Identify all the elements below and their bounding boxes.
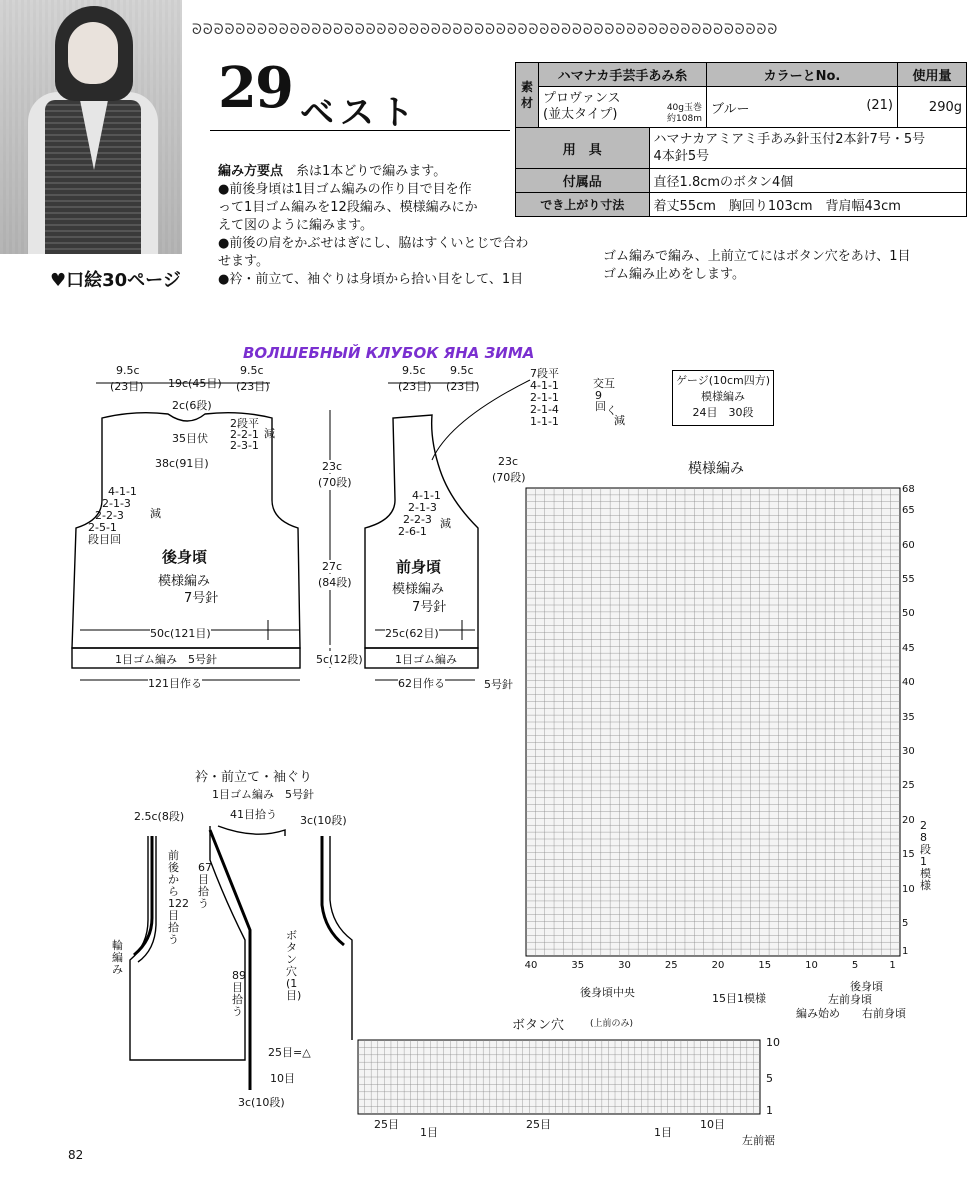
dim-h1: 23c [322,460,343,473]
chart-row-label: 20 [902,814,915,826]
chart-row-label: 60 [902,539,915,551]
back-hem: 50c(121目) [150,627,211,640]
back-name: 後身頃 [162,548,208,566]
back-neckdec: 35目伏 [172,432,208,445]
band-body-left [130,826,245,1060]
bh-row5: 5 [766,1072,773,1085]
dim-h3: 27c [322,560,343,573]
dim-h1s: (70段) [318,476,352,489]
chart-col-label: 30 [618,960,631,971]
pattern-chart-grid [526,488,900,956]
chart-lfront: 左前身頃 [828,993,872,1006]
chart-back: 後身頃 [850,980,883,993]
band-neck [218,826,285,836]
back-armdec: 減 [150,507,161,520]
chart-row-label: 40 [902,677,915,689]
band-a8: ボタン穴(1目) [286,929,302,1002]
pattern-number: 29 [218,55,292,121]
chart-col-label: 25 [664,960,678,971]
front-ndec: 減 [614,414,625,427]
chart-row-label: 30 [902,745,915,757]
back-armhole: 4-1-1 2-1-3 2-2-3 2-5-1 段目回 [88,485,137,546]
chart-col-label: 10 [805,960,818,971]
chart-col-label: 15 [758,960,772,971]
parts-label: 付属品 [516,169,650,193]
band-body-right [330,836,352,1040]
tools-label: 用 具 [516,128,650,169]
yarn-color: ブルー (21) [707,87,898,128]
parts-value: 直径1.8cmのボタン4個 [649,169,966,193]
tools-value: ハマナカアミアミ手あみ針玉付2本針7号・5号 4本針5号 [649,128,966,169]
chart-row-label: 45 [902,642,915,654]
chart-row-label: 5 [902,918,909,930]
decorative-border: ᘐᘐᘐᘐᘐᘐᘐᘐᘐᘐᘐᘐᘐᘐᘐᘐᘐᘐᘐᘐᘐᘐᘐᘐᘐᘐᘐᘐᘐᘐᘐᘐᘐᘐᘐᘐᘐᘐᘐᘐᘐᘐᘐᘐᘐᘐᘐᘐᘐᘐᘐᘐᘐᘐ [192,22,779,38]
chart-title: 模様編み [688,461,744,477]
bh-row1: 1 [766,1104,773,1117]
back-w3: 9.5c [240,364,264,377]
chart-rfront: 右前身頃 [862,1007,906,1020]
band-a6: 67目拾う [198,861,212,910]
band-a4: 前後から122目拾う [168,849,189,946]
buttonhole-sub: (上前のみ) [590,1019,634,1029]
page-number: 82 [68,1148,84,1162]
front-pattern: 模様編み [392,582,445,597]
chart-col-label: 5 [851,960,859,971]
band-a10: 10目 [270,1072,295,1085]
band-a5: 輪編み [112,939,123,976]
back-shoulder: 2段平 2-2-1 2-3-1 [230,417,259,452]
color-header: カラーとNo. [707,63,898,87]
front-alt: 交互 [593,377,615,390]
back-w1s: (23目) [110,380,144,393]
chart-col-label: 1 [889,960,896,971]
band-title: 衿・前立て・袖ぐり [195,770,313,785]
chart-col-label: 40 [524,960,538,971]
band-a11: 3c(10段) [238,1096,285,1109]
chart-row-label: 10 [902,883,915,895]
band-frontband [210,830,250,1090]
amount-header: 使用量 [898,63,967,87]
chart-start: 編み始め [796,1007,840,1020]
front-w1: 9.5c [402,364,426,377]
bh-b4: 1目 [654,1126,672,1139]
buttonhole-grid [358,1040,760,1114]
chart-row-label: 35 [902,711,915,723]
front-name: 前身頃 [396,558,442,576]
chart-col-label: 35 [571,960,585,971]
front-armhole: 4-1-1 2-1-3 2-2-3 2-6-1 [398,489,441,538]
back-pattern: 模様編み [158,574,211,589]
band-a7: 89目拾う [232,969,246,1018]
dim-h4: 5c(12段) [316,653,363,666]
bh-b1: 25目 [374,1118,399,1131]
chart-row-label: 55 [902,573,915,585]
material-header: 素材 [516,63,539,128]
front-needle2: 5号針 [484,678,513,691]
front-alt2: く [606,404,617,417]
chart-row-label: 68 [902,484,915,496]
front-neck-dec: 7段平 4-1-1 2-1-1 2-1-4 1-1-1 [530,367,559,428]
front-hem: 25c(62目) [385,627,439,640]
chart-repeat: 15目1模様 [712,992,766,1005]
back-w3s: (23目) [236,380,270,393]
front-armdec: 減 [440,517,451,530]
photo-reference: ♥口絵30ページ [50,270,181,291]
back-cast: 121目作る [148,677,202,690]
pattern-title: ベスト [300,93,420,133]
back-chest: 38c(91目) [155,457,209,470]
back-neck: 2c(6段) [172,399,212,412]
band-a9: 25目=△ [268,1046,311,1059]
yarn-spec: 40g玉巻 約108m [649,87,706,128]
chart-row-label: 1 [902,945,909,957]
yarn-amount: 290g [898,87,967,128]
back-shdec: 減 [264,427,275,440]
back-w1: 9.5c [116,364,140,377]
band-a3: 3c(10段) [300,814,347,827]
chart-center: 後身頃中央 [580,986,635,999]
watermark-text: ВОЛШЕБНЫЙ КЛУБОК ЯНА ЗИМА [243,344,535,362]
front-rev: 9回 [595,389,606,413]
band-sub: 1目ゴム編み 5号針 [212,788,314,801]
dim-h2: 23c [498,455,519,468]
buttonhole-title: ボタン穴 [512,1018,565,1033]
front-cast: 62目作る [398,677,445,690]
chart-row-label: 25 [902,780,915,792]
band-a2: 41目拾う [230,808,277,821]
bh-row10: 10 [766,1036,780,1049]
gauge-box: ゲージ(10cm四方) 模様編み 24目 30段 [672,370,774,426]
band-a1: 2.5c(8段) [134,810,185,823]
chart-row-label: 50 [902,608,915,620]
back-needle: 7号針 [184,591,219,606]
bh-b3: 25目 [526,1118,551,1131]
front-rib-label: 1目ゴム編み [395,653,457,666]
bh-b6: 左前裾 [742,1134,775,1147]
size-value: 着丈55cm 胸回り103cm 背肩幅43cm [649,193,966,217]
back-rib-label: 1目ゴム編み 5号針 [115,653,217,666]
front-needle: 7号針 [412,600,447,615]
instructions-left: 編み方要点 糸は1本どりで編みます。 ●前後身頃は1目ゴム編みの作り目で目を作 って1目ゴム編みを12段編み、模様編みにか えて図のように編みます。 ●前後の肩をかぶせはぎにし、脇はすくいとじで合わ せます。 ●衿・前立て、袖ぐりは身頃から拾い目をして、1目 [218,164,529,287]
front-w2: 9.5c [450,364,474,377]
back-w2: 19c(45目) [168,377,222,390]
yarn-name: プロヴァンス (並太タイプ) [539,87,650,128]
bh-b5: 10目 [700,1118,725,1131]
front-w1s: (23目) [398,380,432,393]
instructions-right: ゴム編みで編み、上前立てにはボタン穴をあけ、1目 ゴム編み止めをします。 [603,249,911,282]
chart-row-label: 65 [902,505,915,517]
yarn-header: ハマナカ手芸手あみ糸 [539,63,707,87]
size-label: でき上がり寸法 [516,193,650,217]
band-left-armhole [134,836,152,955]
front-w2s: (23目) [446,380,480,393]
chart-rowrep: 28段1模様 [920,819,931,892]
chart-row-label: 15 [902,849,915,861]
chart-col-label: 20 [711,960,725,971]
bh-b2: 1目 [420,1126,438,1139]
dim-h2s: (70段) [492,471,526,484]
dim-h3s: (84段) [318,576,352,589]
